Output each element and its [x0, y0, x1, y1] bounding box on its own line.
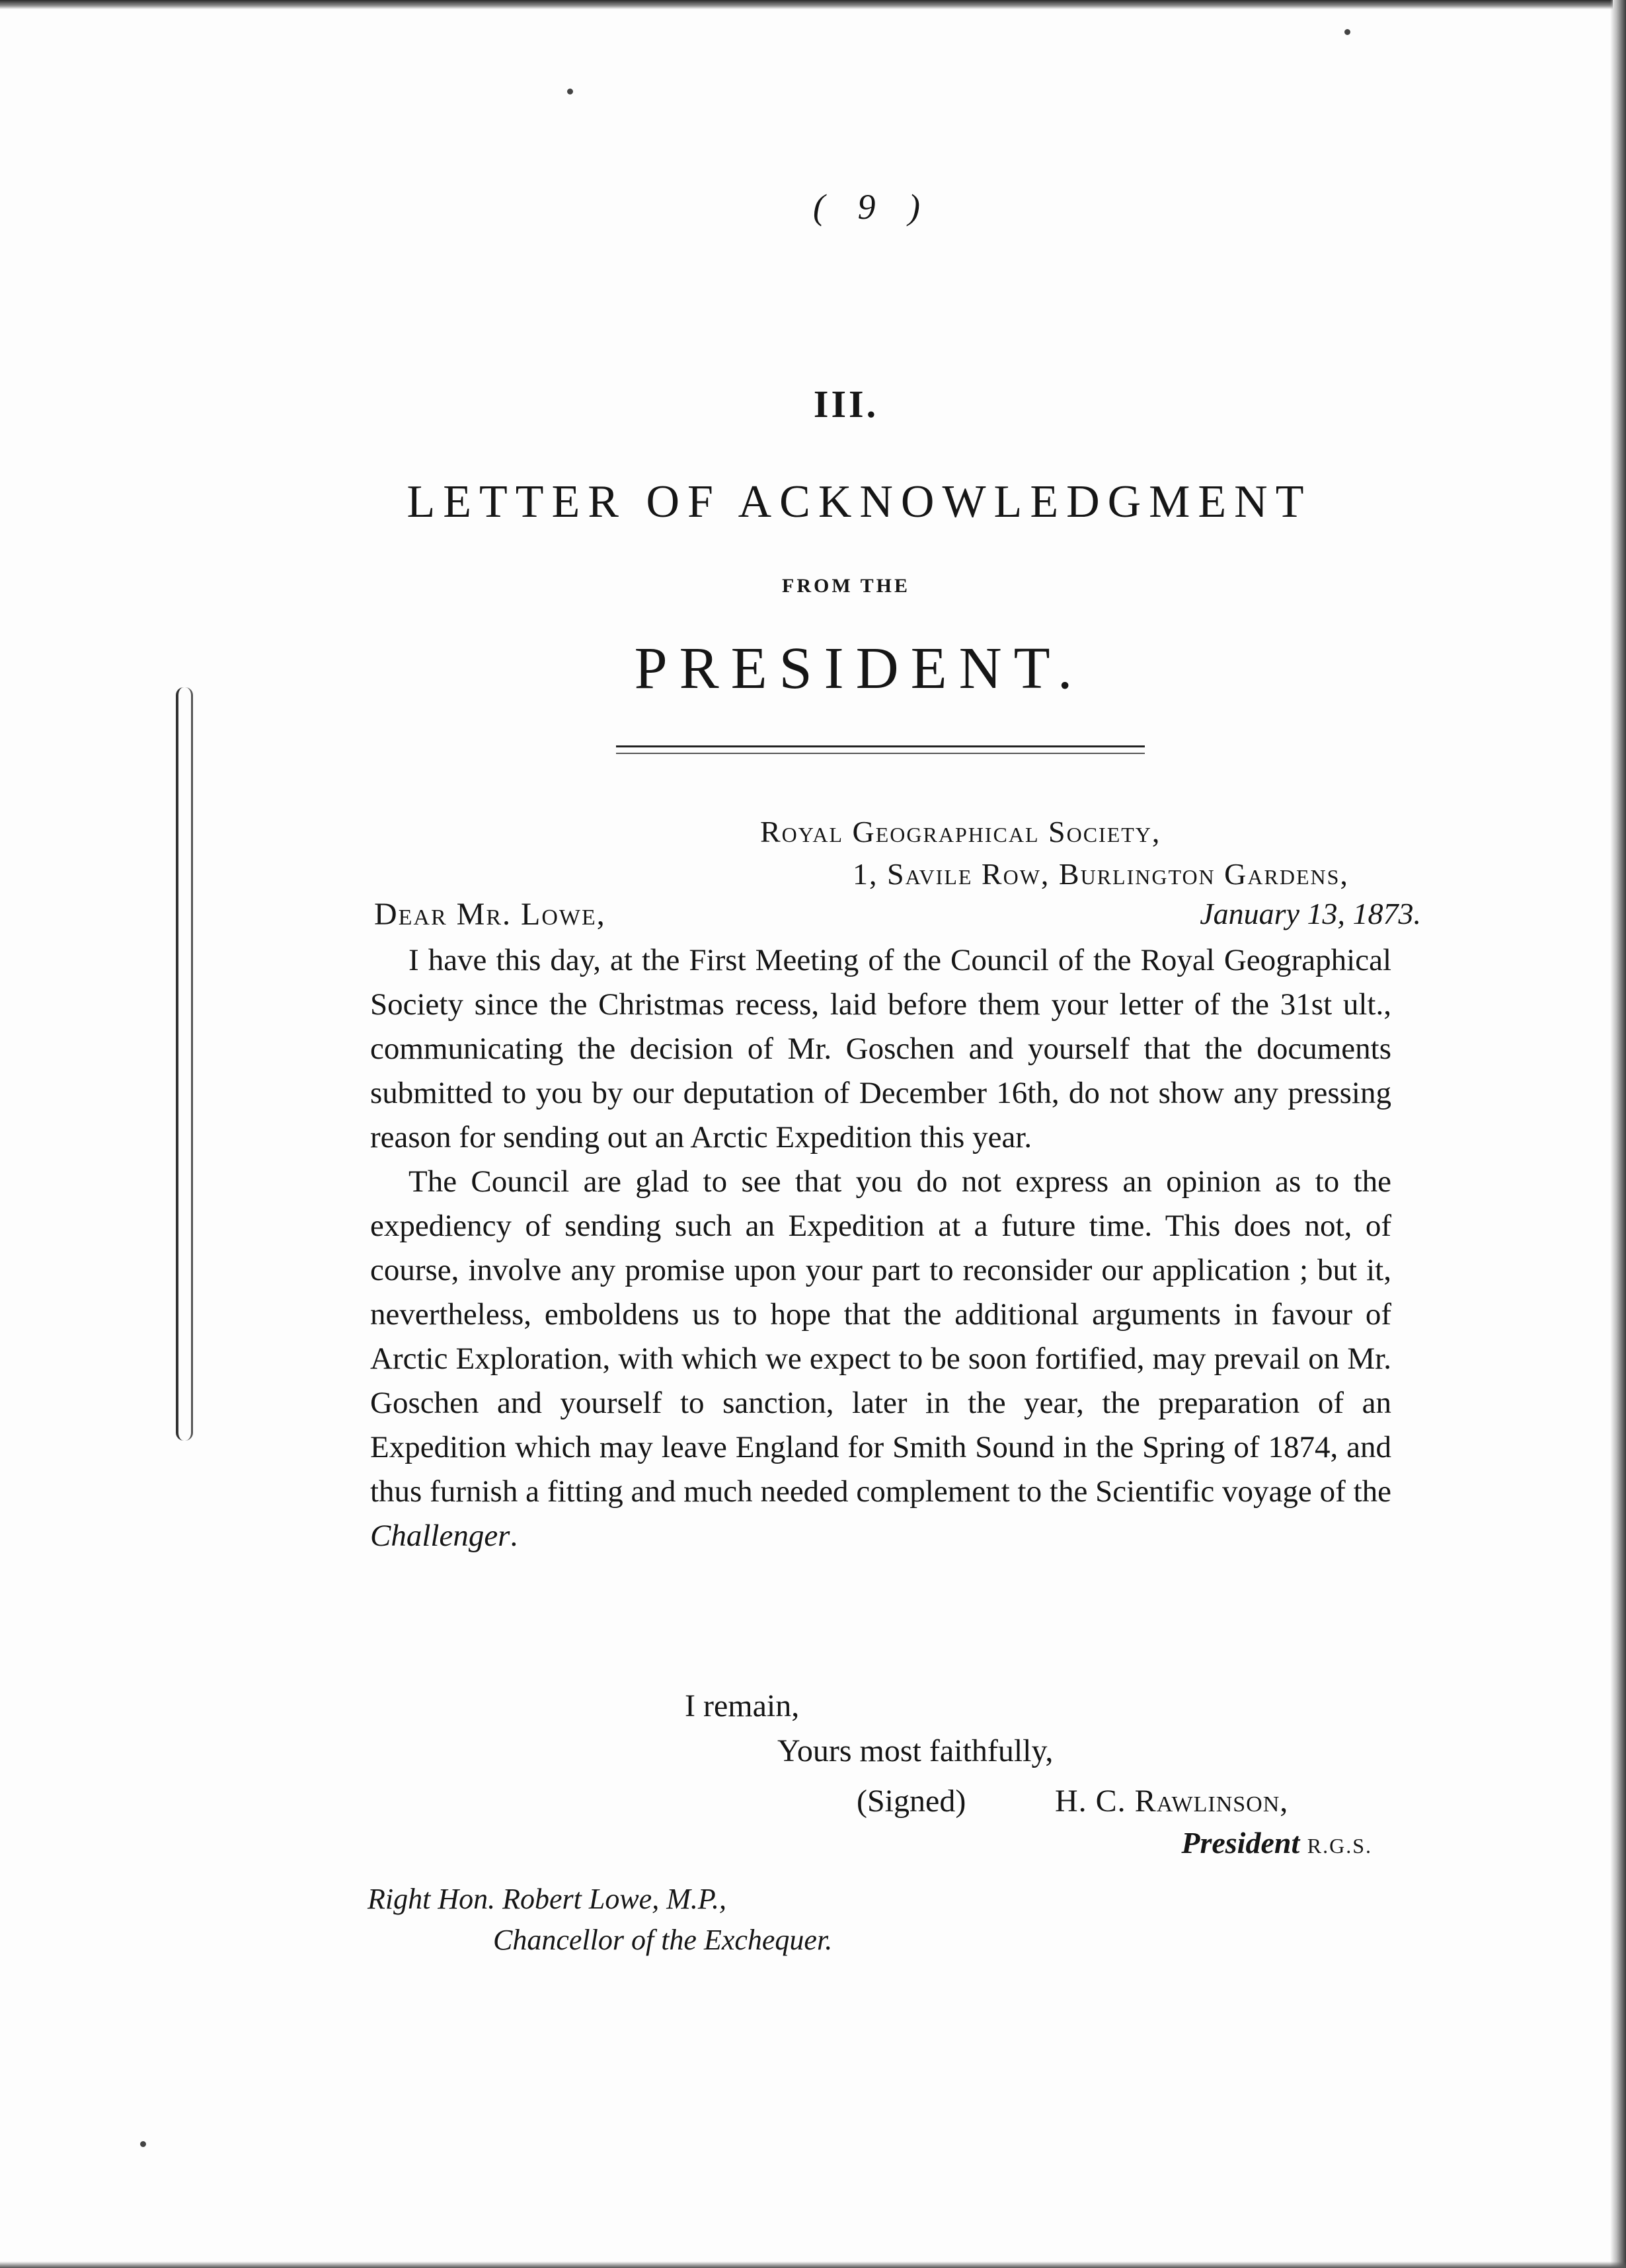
- binding-mark: [176, 687, 193, 1441]
- letter-date: [1110, 896, 1421, 931]
- address-line-1: Royal Geographical Society,: [760, 815, 1161, 849]
- ship-trail: .: [510, 1519, 518, 1553]
- paragraph-2: [370, 1160, 1391, 1558]
- paragraph-1: I have this day, at the First Meeting of the Council of the Royal Geographical Society since the Christmas recess, laid before them your letter of the 31st ult., communicating the decision of Mr. Goschen and yourself that the documents submitted to you by our deputation of December 16th, do not show any pressing reason for sending out an Arctic Expedition this year.: [370, 943, 1391, 1154]
- page-number: ( 9 ): [813, 187, 932, 227]
- signer-title-text: President: [1181, 1826, 1300, 1860]
- address-line-2: 1, Savile Row, Burlington Gardens,: [853, 857, 1349, 891]
- divider-rule: [616, 745, 1145, 754]
- heading-subject: PRESIDENT.: [634, 636, 1085, 701]
- page-title: LETTER OF ACKNOWLEDGMENT: [406, 476, 1312, 527]
- signer-title: [1147, 1825, 1372, 1860]
- letter-body: [370, 938, 1391, 1558]
- signed-label: (Signed): [857, 1784, 966, 1819]
- scan-speck: [567, 89, 573, 94]
- salutation: Dear Mr. Lowe,: [374, 897, 606, 932]
- date-text: January 13, 1873.: [1200, 897, 1421, 930]
- ship-name: Challenger: [370, 1519, 510, 1553]
- scan-speck: [140, 2141, 146, 2147]
- closing-line-2: Yours most faithfully,: [777, 1733, 1054, 1768]
- signer-org: R.G.S.: [1307, 1834, 1372, 1858]
- scan-speck: [1344, 29, 1350, 35]
- scan-edge-right: [1610, 0, 1626, 2268]
- section-numeral: III.: [813, 383, 879, 426]
- closing-line-1: I remain,: [685, 1688, 800, 1723]
- addressee-line-2: Chancellor of the Exchequer.: [493, 1924, 833, 1956]
- scan-edge-top: [0, 0, 1613, 9]
- signer-name: H. C. Rawlinson,: [1055, 1784, 1289, 1819]
- addressee-line-1: Right Hon. Robert Lowe, M.P.,: [368, 1883, 727, 1915]
- scan-edge-bottom: [0, 2261, 1626, 2268]
- heading-from: FROM THE: [782, 575, 910, 597]
- paragraph-2-text: The Council are glad to see that you do not express an opinion as to the expediency of sending such an Expedition at a future time. This does not, of course, involve any promise upon your part to reconsider our application ; but it, nevertheless, emboldens us to hope that the additional arguments in favour of Arctic Exploration, with which we expect to be soon fortified, may prevail on Mr. Goschen and yourself to sanction, later in the year, the preparation of an Expedition which may leave England for Smith Sound in the Spring of 1874, and thus furnish a fitting and much needed complement to the Scientific voyage of the: [370, 1164, 1391, 1509]
